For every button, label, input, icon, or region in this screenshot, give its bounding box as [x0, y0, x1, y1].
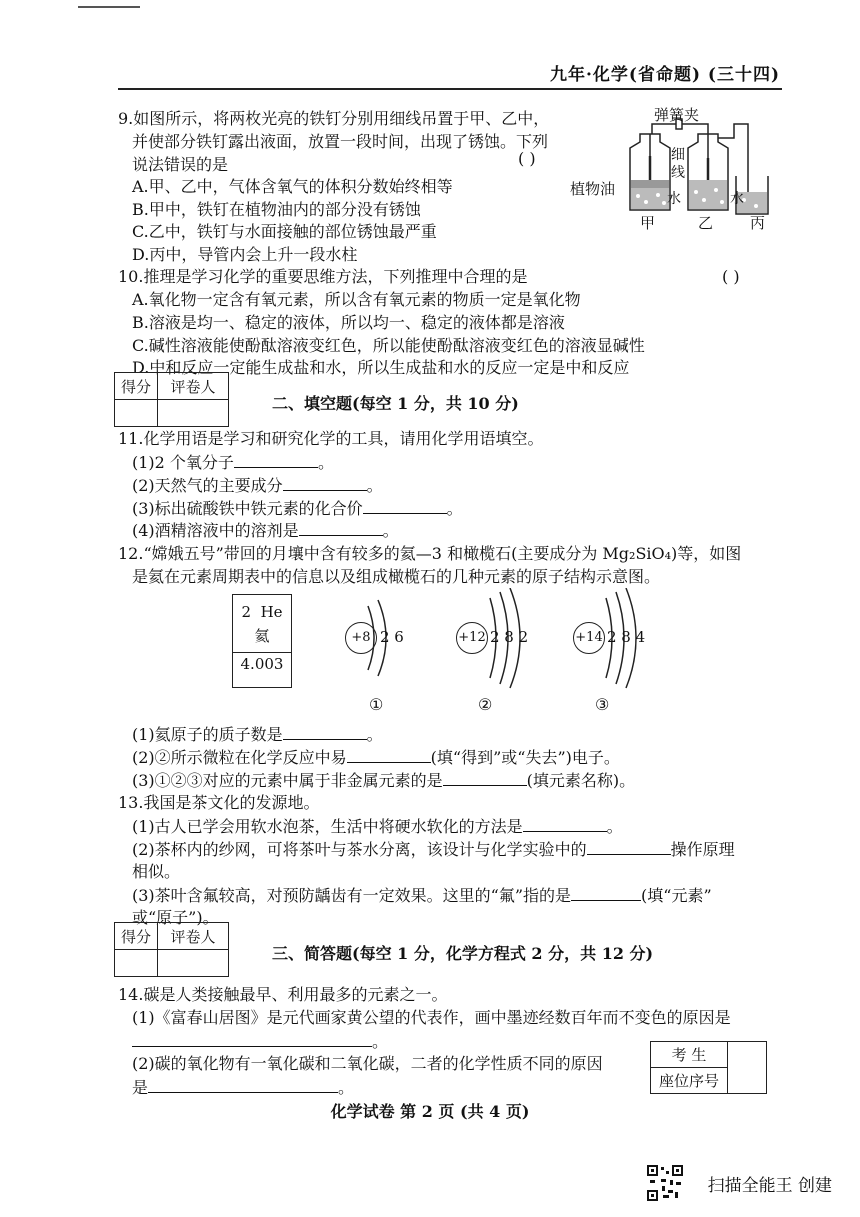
q11-item-3: (3)标出硫酸铁中铁元素的化合价 。 [132, 499, 463, 518]
q13-item-2-cont: 相似。 [132, 862, 181, 881]
he-symbol: He [260, 603, 283, 621]
section-2-title: 二、填空题(每空 1 分，共 10 分) [272, 394, 519, 413]
score-cell [115, 400, 158, 427]
label-thread-2: 线 [671, 165, 685, 181]
q9-stem-1: 9.如图所示，将两枚光亮的铁钉分别用细线吊置于甲、乙中， [118, 109, 550, 128]
q9-option-a: A.甲、乙中，气体含氧气的体积分数始终相等 [132, 177, 453, 196]
page-header: 九年·化学(省命题) (三十四) [549, 65, 780, 85]
seat-number-cell [728, 1042, 767, 1094]
atom-3-shells: 2 8 4 [607, 628, 646, 646]
q14-stem: 14.碳是人类接触最早、利用最多的元素之一。 [118, 985, 448, 1004]
q13-item-1: (1)古人已学会用软水泡茶，生活中将硬水软化的方法是 。 [132, 817, 623, 836]
grader-cell [158, 950, 229, 977]
q9-option-c: C.乙中，铁钉与水面接触的部位锈蚀最严重 [132, 222, 437, 241]
label-vegetable-oil: 植物油 [570, 180, 616, 198]
label-water-2: 水 [730, 191, 744, 207]
q9-answer-paren: ( ) [518, 149, 536, 168]
seat-number-box [650, 1041, 767, 1094]
label-bing: 丙 [750, 214, 766, 232]
scanner-watermark: 扫描全能王 创建 [707, 1176, 832, 1196]
q13-stem: 13.我国是茶文化的发源地。 [118, 793, 320, 812]
q11-item-2: (2)天然气的主要成分 。 [132, 476, 383, 495]
qr-code-icon [646, 1164, 684, 1202]
helium-periodic-card [232, 594, 292, 688]
atom-2-nucleus: +12 [456, 622, 488, 654]
label-yi: 乙 [698, 214, 714, 232]
grader-cell [158, 400, 229, 427]
grader-label: 评卷人 [158, 373, 229, 400]
q10-answer-paren: ( ) [722, 267, 740, 286]
label-jia: 甲 [640, 214, 656, 232]
score-label: 得分 [115, 373, 158, 400]
atom-3-nucleus: +14 [573, 622, 605, 654]
q11-stem: 11.化学用语是学习和研究化学的工具，请用化学用语填空。 [118, 429, 544, 448]
he-mass: 4.003 [233, 652, 291, 673]
section-3-title: 三、简答题(每空 1 分，化学方程式 2 分，共 12 分) [272, 944, 654, 963]
q9-stem-2: 并使部分铁钉露出液面，放置一段时间，出现了锈蚀。下列 [132, 132, 549, 151]
atom-1-label: ① [369, 695, 384, 714]
q14-item-1: (1)《富春山居图》是元代画家黄公望的代表作，画中墨迹经数百年而不变色的原因是 [132, 1008, 731, 1027]
q14-item-2: (2)碳的氧化物有一氧化碳和二氧化碳，二者的化学性质不同的原因 [132, 1054, 603, 1073]
q12-stem-1: 12.“嫦娥五号”带回的月壤中含有较多的氦—3 和橄榄石(主要成分为 Mg₂SiO₄)等，如图 [118, 544, 742, 563]
q10-option-d: D.中和反应一定能生成盐和水，所以生成盐和水的反应一定是中和反应 [132, 358, 630, 377]
q14-item-2-cont: 是 。 [132, 1078, 355, 1097]
atom-1-shells: 2 6 [380, 628, 404, 646]
q11-item-1: (1)2 个氧分子 。 [132, 453, 334, 472]
he-name: 氦 [254, 627, 270, 645]
q11-item-4: (4)酒精溶液中的溶剂是 。 [132, 521, 399, 540]
q12-item-2: (2)②所示微粒在化学反应中易 (填“得到”或“失去”)电子。 [132, 748, 620, 767]
q10-stem: 10.推理是学习化学的重要思维方法，下列推理中合理的是 [118, 267, 528, 286]
q13-item-3: (3)茶叶含氟较高，对预防龋齿有一定效果。这里的“氟”指的是 (填“元素” [132, 886, 712, 905]
atom-2-label: ② [478, 695, 493, 714]
seat-label-2: 座位序号 [651, 1068, 728, 1094]
q9-option-b: B.甲中，铁钉在植物油内的部分没有锈蚀 [132, 200, 421, 219]
score-cell [115, 950, 158, 977]
atom-1-nucleus: +8 [345, 622, 377, 654]
atom-3-label: ③ [595, 695, 610, 714]
seat-label-1: 考 生 [651, 1042, 728, 1068]
q13-item-2: (2)茶杯内的纱网，可将茶叶与茶水分离，该设计与化学实验中的 操作原理 [132, 840, 735, 859]
q14-item-1-answer: 。 [132, 1030, 388, 1053]
q10-option-b: B.溶液是均一、稳定的液体，所以均一、稳定的液体都是溶液 [132, 313, 565, 332]
rusting-apparatus-figure [600, 100, 800, 230]
q12-stem-2: 是氦在元素周期表中的信息以及组成橄榄石的几种元素的原子结构示意图。 [132, 567, 661, 586]
label-water-1: 水 [667, 191, 681, 207]
score-label: 得分 [115, 923, 158, 950]
q9-option-d: D.丙中，导管内会上升一段水柱 [132, 245, 358, 264]
q12-item-1: (1)氦原子的质子数是 。 [132, 725, 383, 744]
he-atomic-number: 2 [241, 603, 252, 621]
atom-2-shells: 2 8 2 [490, 628, 529, 646]
label-thread-1: 细 [671, 147, 685, 163]
q13-item-3-cont: 或“原子”)。 [132, 908, 219, 927]
page-footer: 化学试卷 第 2 页 (共 4 页) [330, 1102, 530, 1121]
scan-mark [78, 6, 140, 8]
q10-option-c: C.碱性溶液能使酚酞溶液变红色，所以能使酚酞溶液变红色的溶液显碱性 [132, 336, 645, 355]
grader-label: 评卷人 [158, 923, 229, 950]
header-rule [118, 88, 782, 90]
q12-item-3: (3)①②③对应的元素中属于非金属元素的是 (填元素名称)。 [132, 771, 636, 790]
label-spring-clip: 弹簧夹 [654, 106, 700, 124]
q9-stem-3: 说法错误的是 [132, 155, 229, 174]
score-box-section-2 [114, 372, 229, 427]
q10-option-a: A.氧化物一定含有氧元素，所以含有氧元素的物质一定是氧化物 [132, 290, 581, 309]
score-box-section-3 [114, 922, 229, 977]
